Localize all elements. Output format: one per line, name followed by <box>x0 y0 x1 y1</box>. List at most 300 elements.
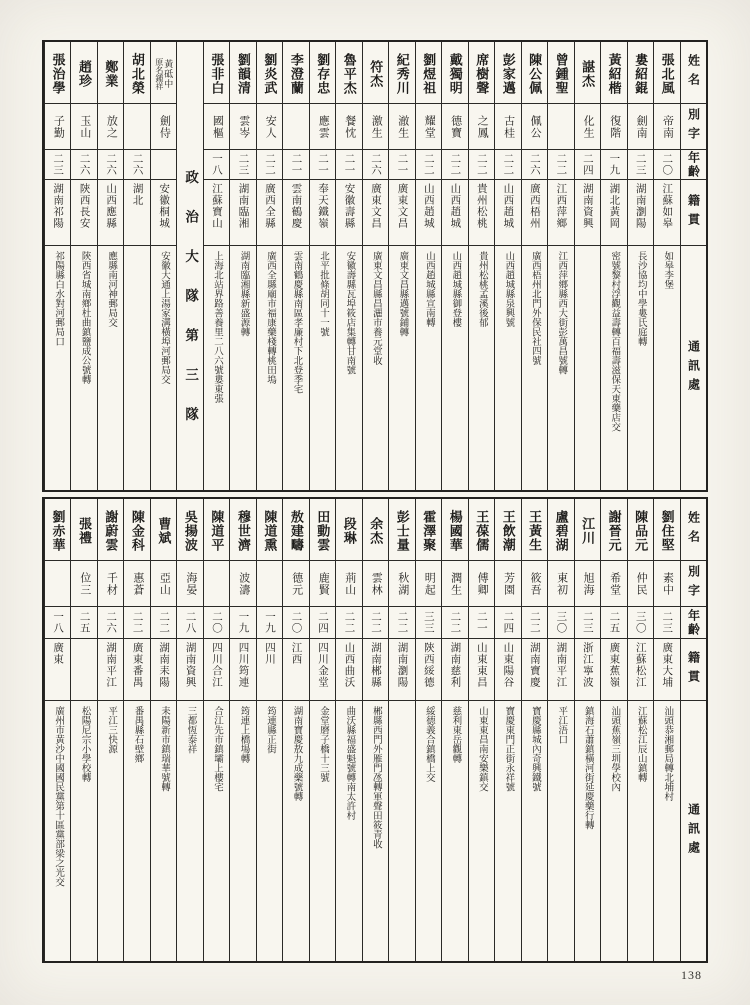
person-address: 山西趙城縣宣南轉 <box>423 251 434 327</box>
person-name-cell <box>495 42 520 104</box>
person-age-cell <box>283 607 308 639</box>
person-age: 二三 <box>581 611 593 634</box>
person-name: 謝蔚雲 <box>103 509 119 552</box>
person-address-cell <box>283 246 308 490</box>
person-address-cell <box>654 246 679 490</box>
person-name-cell <box>204 499 229 561</box>
person-column <box>335 499 361 961</box>
person-name-cell <box>230 42 255 104</box>
person-age: 二五 <box>608 611 620 634</box>
person-age-cell <box>654 607 679 639</box>
person-address-cell <box>124 701 149 961</box>
person-name: 席樹聲 <box>474 52 490 95</box>
person-name: 曹斌 <box>156 516 172 545</box>
person-courtesy-name: 德元 <box>290 571 303 596</box>
person-column <box>574 499 600 961</box>
person-column <box>653 42 679 490</box>
person-age: 二三 <box>661 611 673 634</box>
person-courtesy-name: 千材 <box>105 571 118 596</box>
person-courtesy-name-cell <box>575 104 600 150</box>
person-age-cell <box>389 607 414 639</box>
person-courtesy-name: 位三 <box>78 571 91 596</box>
person-native-place: 湖南祁陽 <box>52 183 64 229</box>
person-age: 二〇 <box>211 611 223 634</box>
person-name-cell <box>628 499 653 561</box>
person-courtesy-name-cell <box>177 561 202 607</box>
person-column <box>123 42 149 490</box>
person-address-cell <box>204 246 229 490</box>
person-age: 二六 <box>131 153 143 176</box>
person-native-place-cell <box>522 639 547 701</box>
person-column <box>494 42 520 490</box>
person-courtesy-name: 帝南 <box>661 114 674 139</box>
person-name: 劉煜祖 <box>421 52 437 95</box>
person-name: 王黃生 <box>527 509 543 552</box>
person-native-place: 江蘇如皋 <box>661 183 673 229</box>
person-name: 霍澤聚 <box>421 509 437 552</box>
person-courtesy-name-cell <box>45 561 70 607</box>
person-native-place-cell <box>71 639 96 701</box>
person-age: 二六 <box>105 611 117 634</box>
person-age-cell <box>98 607 123 639</box>
person-courtesy-name-cell <box>628 104 653 150</box>
person-address: 寶慶縣城內奇興鐵號 <box>529 706 540 792</box>
person-address-cell <box>45 246 70 490</box>
person-address: 汕頭恭湘郵局轉北埔村 <box>662 706 673 801</box>
person-native-place-cell <box>204 639 229 701</box>
person-native-place: 湖南郴縣 <box>369 642 381 688</box>
person-age-cell <box>628 150 653 180</box>
person-courtesy-name-cell <box>442 561 467 607</box>
person-age-cell <box>469 607 494 639</box>
person-name: 王飲潮 <box>500 509 516 552</box>
person-courtesy-name: 傅卿 <box>476 571 489 596</box>
header-label-courtesy-name: 別字 <box>686 564 701 603</box>
person-courtesy-name-cell <box>654 561 679 607</box>
person-courtesy-name-cell <box>601 104 626 150</box>
person-native-place: 廣東 <box>52 642 64 665</box>
person-address: 寶慶東門正街永祥號 <box>503 706 514 792</box>
person-name-cell <box>389 499 414 561</box>
person-name-cell <box>151 42 176 104</box>
person-native-place-cell <box>469 639 494 701</box>
person-native-place-cell <box>601 639 626 701</box>
person-address: 廣東文昌縣邁號鋪轉 <box>397 251 408 337</box>
person-age-cell <box>98 150 123 180</box>
person-age-cell <box>548 150 573 180</box>
person-address: 松陽尼宗小學校轉 <box>79 706 90 782</box>
person-name-cell <box>45 42 70 104</box>
person-age-cell <box>495 607 520 639</box>
person-native-place: 安徽壽縣 <box>343 183 355 229</box>
person-address: 山東東昌南安樂鎮交 <box>476 706 487 792</box>
person-courtesy-name: 放之 <box>105 114 118 139</box>
person-address-cell <box>230 246 255 490</box>
person-native-place-cell <box>495 180 520 246</box>
person-address: 曲沃縣福盛魁號轉南太許村 <box>344 706 355 820</box>
person-address: 廣西梧州北門外保民社四號 <box>529 251 540 365</box>
person-name-cell <box>469 42 494 104</box>
header-label-courtesy-name: 別字 <box>686 107 701 146</box>
person-address: 金堂磨子橋十三號 <box>317 706 328 782</box>
person-address: 山西趙城縣泉興號 <box>503 251 514 327</box>
person-age: 二二 <box>343 611 355 634</box>
person-address-cell <box>548 246 573 490</box>
person-native-place: 湖南臨湘 <box>237 183 249 229</box>
person-address-cell <box>416 246 441 490</box>
person-age-cell <box>654 150 679 180</box>
person-native-place: 廣東大埔 <box>661 642 673 688</box>
person-address-cell <box>601 701 626 961</box>
person-age: 二二 <box>449 153 461 176</box>
person-native-place: 四川金堂 <box>316 642 328 688</box>
person-age: 一九 <box>608 153 620 176</box>
person-age: 二一 <box>290 153 302 176</box>
person-address-cell <box>98 701 123 961</box>
person-age-cell <box>522 150 547 180</box>
person-native-place: 廣東文昌 <box>396 183 408 229</box>
person-courtesy-name-cell <box>495 561 520 607</box>
person-column <box>600 42 626 490</box>
person-native-place-cell <box>151 639 176 701</box>
person-native-place: 廣東番禺 <box>131 642 143 688</box>
person-courtesy-name: 劍南 <box>635 114 648 139</box>
person-age-cell <box>71 150 96 180</box>
person-address-cell <box>257 701 282 961</box>
person-age: 二二 <box>131 611 143 634</box>
person-native-place-cell <box>230 180 255 246</box>
person-age-cell <box>151 607 176 639</box>
person-native-place-cell <box>98 639 123 701</box>
person-name-cell <box>389 42 414 104</box>
person-address-cell <box>469 701 494 961</box>
person-age: 二六 <box>528 153 540 176</box>
person-name-cell <box>601 499 626 561</box>
person-courtesy-name-cell <box>416 561 441 607</box>
person-native-place-cell <box>124 639 149 701</box>
person-native-place-cell <box>363 639 388 701</box>
person-native-place: 山西趙城 <box>502 183 514 229</box>
person-courtesy-name-cell <box>310 561 335 607</box>
person-native-place-cell <box>204 180 229 246</box>
person-courtesy-name-cell <box>230 561 255 607</box>
person-native-place-cell <box>628 180 653 246</box>
person-name: 張非白 <box>209 52 225 95</box>
person-age: 二四 <box>581 153 593 176</box>
person-courtesy-name: 旭海 <box>582 571 595 596</box>
person-address-cell <box>575 246 600 490</box>
person-native-place-cell <box>628 639 653 701</box>
person-native-place-cell <box>416 639 441 701</box>
person-age-cell <box>363 150 388 180</box>
person-courtesy-name-cell <box>601 561 626 607</box>
person-name-cell <box>601 42 626 104</box>
person-courtesy-name-cell <box>98 561 123 607</box>
person-address-cell <box>442 701 467 961</box>
person-name: 張禮 <box>76 516 92 545</box>
person-native-place-cell <box>98 180 123 246</box>
person-name-cell <box>71 42 96 104</box>
person-courtesy-name: 明起 <box>423 571 436 596</box>
person-age-cell <box>575 150 600 180</box>
header-cell-native-place <box>681 639 706 701</box>
person-age: 三〇 <box>634 611 646 634</box>
person-courtesy-name-cell <box>98 104 123 150</box>
person-courtesy-name-cell <box>45 104 70 150</box>
person-age: 一八 <box>52 611 64 634</box>
person-native-place: 江蘇松江 <box>634 642 646 688</box>
person-address: 密號黎村浮觀益壽轉百福壽滋保天東藥店交 <box>609 251 620 432</box>
person-native-place-cell <box>310 180 335 246</box>
person-courtesy-name: 筱吾 <box>529 571 542 596</box>
person-native-place-cell <box>230 639 255 701</box>
person-column <box>600 499 626 961</box>
person-name: 劉存忠 <box>315 52 331 95</box>
person-address: 如皋李堡 <box>662 251 673 289</box>
person-name-cell <box>654 499 679 561</box>
person-native-place-cell <box>575 180 600 246</box>
person-address: 雲南鶴慶縣南區孝廉村下北登季宅 <box>291 251 302 394</box>
person-column <box>362 42 388 490</box>
person-courtesy-name-cell <box>71 561 96 607</box>
person-name: 陳金科 <box>129 509 145 552</box>
person-courtesy-name-cell <box>495 104 520 150</box>
person-name-cell <box>177 499 202 561</box>
person-courtesy-name: 澈生 <box>396 114 409 139</box>
person-name-cell <box>495 499 520 561</box>
person-age-cell <box>257 150 282 180</box>
person-courtesy-name-cell <box>522 104 547 150</box>
person-name: 田動雲 <box>315 509 331 552</box>
person-age-cell <box>575 607 600 639</box>
person-column <box>415 42 441 490</box>
person-address: 湖南臨湘縣新盛源轉 <box>238 251 249 337</box>
person-age-cell <box>151 150 176 180</box>
person-column <box>335 42 361 490</box>
person-address: 上海北站界路善養里二八六號婁東張 <box>212 251 222 403</box>
person-age-cell <box>204 150 229 180</box>
person-column <box>150 499 176 961</box>
person-age-cell <box>548 607 573 639</box>
person-age: 二一 <box>316 153 328 176</box>
person-courtesy-name-cell <box>628 561 653 607</box>
person-native-place: 湖南平江 <box>105 642 117 688</box>
person-native-place-cell <box>548 639 573 701</box>
person-courtesy-name-cell <box>283 561 308 607</box>
person-column <box>123 499 149 961</box>
person-column <box>97 499 123 961</box>
person-courtesy-name-cell <box>124 104 149 150</box>
person-address: 山西趙城縣御登樓 <box>450 251 461 327</box>
person-age: 二三 <box>634 153 646 176</box>
person-address: 汕頭蕉嶺三圳學校內 <box>609 706 620 792</box>
person-name-cell <box>522 42 547 104</box>
person-native-place: 廣西全縣 <box>264 183 276 229</box>
person-courtesy-name-cell <box>124 561 149 607</box>
roster-table-bottom <box>42 497 708 963</box>
person-courtesy-name: 劍侍 <box>158 114 171 139</box>
person-native-place-cell <box>495 639 520 701</box>
person-name-cell <box>336 499 361 561</box>
person-address: 三都恆泰祥 <box>185 706 196 754</box>
person-column <box>574 42 600 490</box>
person-column <box>229 42 255 490</box>
person-address: 應縣南河神郵局交 <box>106 251 117 327</box>
person-address-cell <box>310 246 335 490</box>
person-native-place: 山西應縣 <box>105 183 117 229</box>
person-address: 筠連縣正街 <box>264 706 275 754</box>
person-age: 二〇 <box>290 611 302 634</box>
person-age: 二〇 <box>661 153 673 176</box>
person-address: 鎮海石蕭鎮橫河街延慶藥行轉 <box>582 706 593 830</box>
person-age: 二三 <box>237 153 249 176</box>
person-address-cell <box>628 246 653 490</box>
person-native-place-cell <box>654 639 679 701</box>
person-courtesy-name: 國樞 <box>211 114 224 139</box>
person-address-cell <box>548 701 573 961</box>
person-age-cell <box>177 607 202 639</box>
person-age: 二二 <box>475 153 487 176</box>
header-label-name: 姓名 <box>686 510 701 549</box>
person-column <box>547 499 573 961</box>
person-courtesy-name: 雲岑 <box>237 114 250 139</box>
person-native-place-cell <box>522 180 547 246</box>
person-name-cell <box>151 499 176 561</box>
person-courtesy-name: 復階 <box>608 114 621 139</box>
person-courtesy-name-cell <box>389 561 414 607</box>
person-address-cell <box>257 246 282 490</box>
person-native-place: 雲南鶴慶 <box>290 183 302 229</box>
person-column <box>441 42 467 490</box>
header-cell-name <box>681 499 706 561</box>
person-native-place: 湖南資興 <box>184 642 196 688</box>
person-name: 張治學 <box>50 52 66 95</box>
person-column <box>203 499 229 961</box>
person-name-cell <box>204 42 229 104</box>
person-column <box>441 499 467 961</box>
person-courtesy-name-cell <box>257 104 282 150</box>
person-age: 二六 <box>105 153 117 176</box>
person-courtesy-name-cell <box>363 104 388 150</box>
person-courtesy-name: 德寶 <box>449 114 462 139</box>
person-courtesy-name: 耀堂 <box>423 114 436 139</box>
person-native-place-cell <box>442 639 467 701</box>
person-address: 番禺縣石壁鄉 <box>132 706 143 763</box>
person-name: 魯平杰 <box>341 52 357 95</box>
person-name: 陳公佩 <box>527 52 543 95</box>
person-address-cell <box>522 246 547 490</box>
person-native-place-cell <box>389 180 414 246</box>
person-name-cell <box>283 42 308 104</box>
person-native-place: 湖北 <box>131 183 143 206</box>
person-courtesy-name: 惠蒼 <box>131 571 144 596</box>
person-address-cell <box>204 701 229 961</box>
roster-table-top <box>42 40 708 492</box>
person-age-cell <box>336 150 361 180</box>
person-native-place-cell <box>442 180 467 246</box>
person-age-cell <box>416 150 441 180</box>
person-native-place: 江蘇寶山 <box>211 183 223 229</box>
person-name-cell <box>230 499 255 561</box>
person-address: 陝西省城南鄉杜曲鎮鹽成公號轉 <box>79 251 90 384</box>
person-address: 湖南寶慶敖九成藥號轉 <box>291 706 302 801</box>
person-native-place-cell <box>654 180 679 246</box>
person-age-cell <box>389 150 414 180</box>
person-native-place: 浙江寧波 <box>581 642 593 688</box>
page-number: 138 <box>681 968 702 982</box>
person-address-cell <box>389 246 414 490</box>
header-cell-address <box>681 246 706 490</box>
header-label-address: 通訊處 <box>686 802 701 860</box>
person-age-cell <box>442 607 467 639</box>
person-native-place: 湖南平江 <box>555 642 567 688</box>
person-column <box>70 42 96 490</box>
person-address-cell <box>575 701 600 961</box>
person-column <box>388 499 414 961</box>
person-name: 陳道熏 <box>262 509 278 552</box>
person-age-cell <box>71 607 96 639</box>
person-courtesy-name: 亞山 <box>158 571 171 596</box>
person-native-place: 山東陽谷 <box>502 642 514 688</box>
person-courtesy-name: 化生 <box>582 114 595 139</box>
person-name: 陳道平 <box>209 509 225 552</box>
person-name: 劉韻清 <box>235 52 251 95</box>
unit-divider-column <box>176 42 202 490</box>
person-age: 二二 <box>528 611 540 634</box>
person-name-note: 原名鍾祥 <box>154 57 164 90</box>
person-address-cell <box>495 246 520 490</box>
person-name: 謝晉元 <box>606 509 622 552</box>
person-address-cell <box>336 701 361 961</box>
person-name-cell <box>45 499 70 561</box>
person-address-cell <box>45 701 70 961</box>
person-address: 平江三快源 <box>106 706 117 754</box>
person-courtesy-name: 鹿賢 <box>317 571 330 596</box>
person-address-cell <box>522 701 547 961</box>
person-column <box>309 42 335 490</box>
person-column <box>468 499 494 961</box>
person-courtesy-name: 波濤 <box>237 571 250 596</box>
person-address-cell <box>336 246 361 490</box>
person-native-place: 安徽桐城 <box>158 183 170 229</box>
person-native-place-cell <box>389 639 414 701</box>
person-address-cell <box>177 701 202 961</box>
person-column <box>282 42 308 490</box>
person-age: 二二 <box>264 153 276 176</box>
header-cell-native-place <box>681 180 706 246</box>
person-column <box>256 499 282 961</box>
person-address-cell <box>363 246 388 490</box>
person-column <box>627 42 653 490</box>
person-courtesy-name: 秋湖 <box>396 571 409 596</box>
person-name-cell <box>257 42 282 104</box>
person-courtesy-name-cell <box>548 561 573 607</box>
person-address-cell <box>71 701 96 961</box>
header-label-native-place: 籍貫 <box>686 193 701 232</box>
person-name: 敖建疇 <box>288 509 304 552</box>
person-column <box>547 42 573 490</box>
person-native-place-cell <box>283 639 308 701</box>
person-courtesy-name-cell <box>469 104 494 150</box>
person-courtesy-name-cell <box>310 104 335 150</box>
person-column <box>150 42 176 490</box>
person-age-cell <box>469 150 494 180</box>
person-courtesy-name-cell <box>336 104 361 150</box>
person-courtesy-name: 仲民 <box>635 571 648 596</box>
person-courtesy-name-cell <box>548 104 573 150</box>
person-age-cell <box>257 607 282 639</box>
person-courtesy-name-cell <box>71 104 96 150</box>
